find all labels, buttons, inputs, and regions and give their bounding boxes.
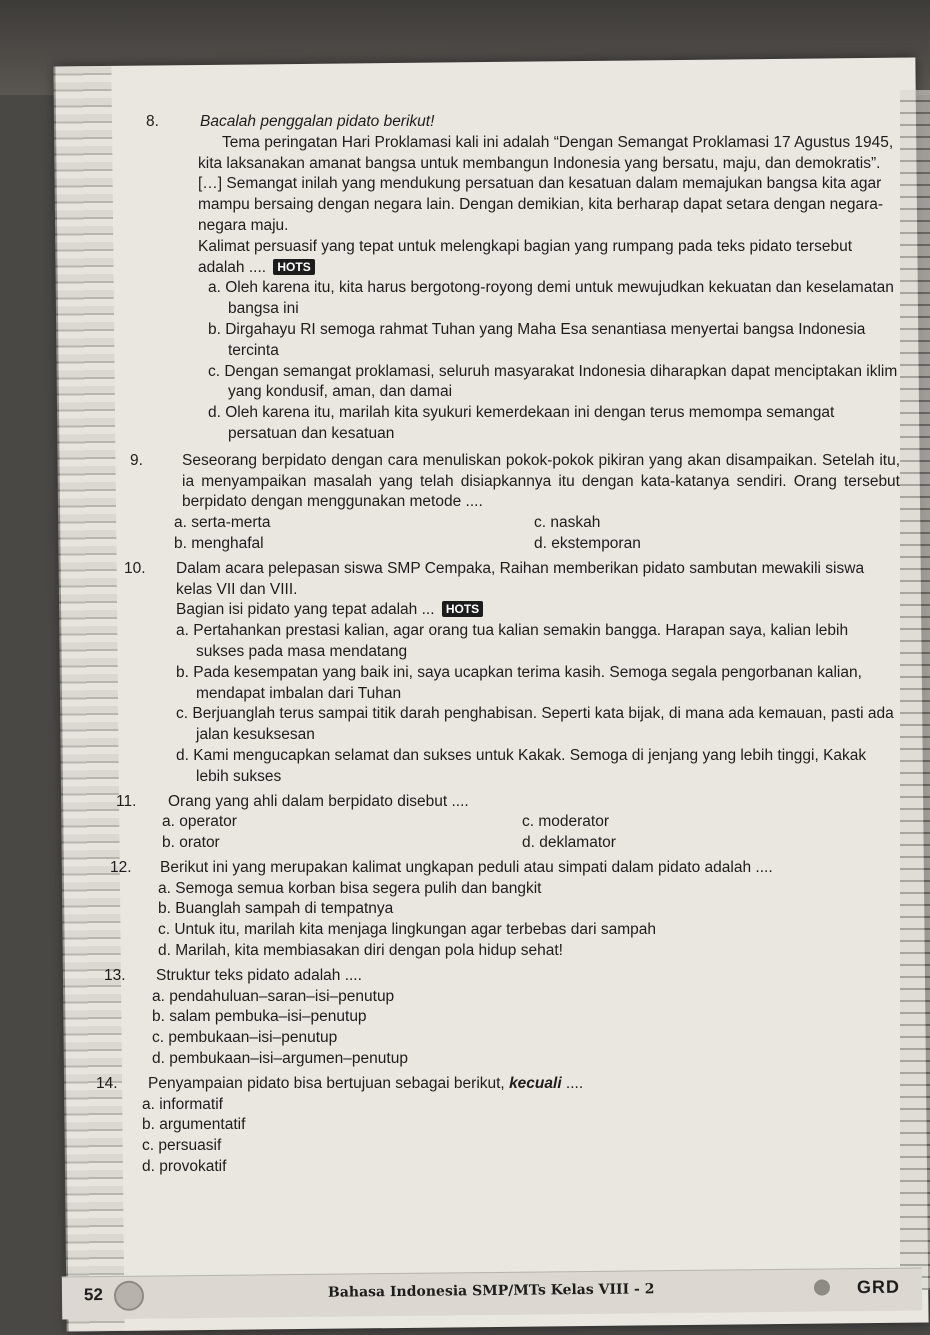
option-c[interactable]: c. naskah [534,514,601,532]
question-text-end: .... [561,1074,584,1092]
option-b[interactable]: b. Pada kesempatan yang baik ini, saya ucapkan terima kasih. Semoga segala pengorbanan kalian, mendapat imbalan dari Tuhan [176,663,862,702]
options-grid [162,812,900,854]
option-d[interactable]: d. provokatif [142,1158,227,1176]
question-text-body: Kalimat persuasif yang tepat untuk melengkapi bagian yang rumpang pada teks pidato tersebut adalah .... [198,237,853,276]
question-text [148,1074,900,1095]
option-d[interactable]: d. Marilah, kita membiasakan diri dengan pola hidup sehat! [158,942,563,960]
question-13 [100,966,900,1070]
option-b[interactable]: b. salam pembuka–isi–penutup [152,1008,367,1026]
question-number: 8. [146,113,159,130]
question-number: 12. [110,858,132,876]
decorative-dot-icon [814,1279,830,1295]
question-number: 10. [124,559,146,577]
question-text [198,237,900,279]
question-number: 9. [130,451,143,469]
question-list [96,112,900,1180]
question-text-body: Bagian isi pidato yang tepat adalah ... [176,601,435,619]
page-footer [62,1267,922,1319]
option-c[interactable]: c. Berjuanglah terus sampai titik darah penghabisan. Seperti kata bijak, di mana ada kemauan, pasti ada jalan kesuksesan [176,705,894,744]
option-d[interactable]: d. deklamator [522,834,616,852]
option-a[interactable]: a. pendahuluan–saran–isi–penutup [152,987,395,1005]
option-a[interactable]: a. serta-merta [174,514,271,532]
option-d[interactable]: d. pembukaan–isi–argumen–penutup [152,1050,408,1068]
question-emphasis: kecuali [509,1074,562,1092]
options-grid [174,513,900,555]
question-number: 13. [104,966,126,984]
page-number: 52 [83,1285,104,1305]
question-text-2 [176,600,900,621]
option-c[interactable]: c. Untuk itu, marilah kita menjaga lingkungan agar terbebas dari sampah [158,921,656,939]
question-prompt: Bacalah penggalan pidato berikut! [200,113,435,130]
question-number: 14. [96,1074,118,1092]
question-text: Orang yang ahli dalam berpidato disebut .... [168,792,469,810]
question-10 [100,559,900,788]
question-number: 11. [116,792,137,810]
option-b[interactable]: b. Buanglah sampah di tempatnya [158,900,394,918]
question-9 [100,451,900,555]
question-text: Struktur teks pidato adalah .... [156,966,362,984]
option-a[interactable]: a. informatif [142,1095,223,1113]
question-text: Dalam acara pelepasan siswa SMP Cempaka, Raihan memberikan pidato sambutan mewakili siswa kelas VII dan VIII. [176,559,865,598]
option-b[interactable]: b. menghafal [174,534,264,552]
option-b[interactable]: b. Dirgahayu RI semoga rahmat Tuhan yang Maha Esa senantiasa menyertai bangsa Indonesia tercinta [208,320,866,359]
option-d[interactable]: d. Kami mengucapkan selamat dan sukses untuk Kakak. Semoga di jenjang yang lebih tinggi, Kakak lebih sukses [176,746,867,785]
question-14 [96,1074,900,1178]
option-b[interactable]: b. argumentatif [142,1116,246,1134]
option-c[interactable]: c. pembukaan–isi–penutup [152,1029,338,1047]
question-text-body: Penyampaian pidato bisa bertujuan sebagai berikut, [148,1074,510,1092]
publisher-logo: GRD [856,1276,901,1298]
question-12 [100,858,900,962]
option-c[interactable]: c. Dengan semangat proklamasi, seluruh masyarakat Indonesia diharapkan dapat menciptakan iklim yang kondusif, aman, dan damai [208,362,898,401]
question-text: Seseorang berpidato dengan cara menuliskan pokok-pokok pikiran yang akan disampaikan. Setelah itu, ia menyampaikan masalah yang telah disiapkannya itu dengan kata-katanya sendiri. Orang tersebut berpidato dengan menggunakan metode .... [182,451,900,511]
question-11 [100,792,900,854]
decorative-circle-icon [114,1281,144,1311]
hots-badge: HOTS [273,259,314,275]
option-d[interactable]: d. Oleh karena itu, marilah kita syukuri kemerdekaan ini dengan terus memompa semangat persatuan dan kesatuan [208,404,835,442]
option-d[interactable]: d. ekstemporan [534,534,641,552]
question-8 [100,112,900,445]
option-c[interactable]: c. persuasif [142,1137,222,1155]
option-a[interactable]: a. Oleh karena itu, kita harus bergotong-royong demi untuk mewujudkan kekuatan dan keselamatan bangsa ini [208,279,894,318]
option-a[interactable]: a. Semoga semua korban bisa segera pulih dan bangkit [158,879,542,897]
option-a[interactable]: a. Pertahankan prestasi kalian, agar orang tua kalian semakin bangga. Harapan saya, kalian lebih sukses pada masa mendatang [176,622,849,660]
speech-passage: Tema peringatan Hari Proklamasi kali ini adalah “Dengan Semangat Proklamasi 17 Agustus 1945, kita laksanakan amanat bangsa untuk membangun Indonesia yang bersatu, maju, dan demokratis”. […] Semangat inilah yang mendukung persatuan dan kesatuan dalam memajukan bangsa kita agar mampu bersaing dengan negara lain. Dengan demikian, kita berharap dapat setara dengan negara-negara maju. [198,133,894,234]
hots-badge: HOTS [442,601,483,617]
option-c[interactable]: c. moderator [522,813,610,831]
book-title: Bahasa Indonesia SMP/MTs Kelas VIII - 2 [327,1281,655,1301]
option-b[interactable]: b. orator [162,834,220,852]
page-stack-edge [900,90,930,1290]
option-a[interactable]: a. operator [162,813,237,831]
question-text: Berikut ini yang merupakan kalimat ungkapan peduli atau simpati dalam pidato adalah .... [160,858,773,876]
